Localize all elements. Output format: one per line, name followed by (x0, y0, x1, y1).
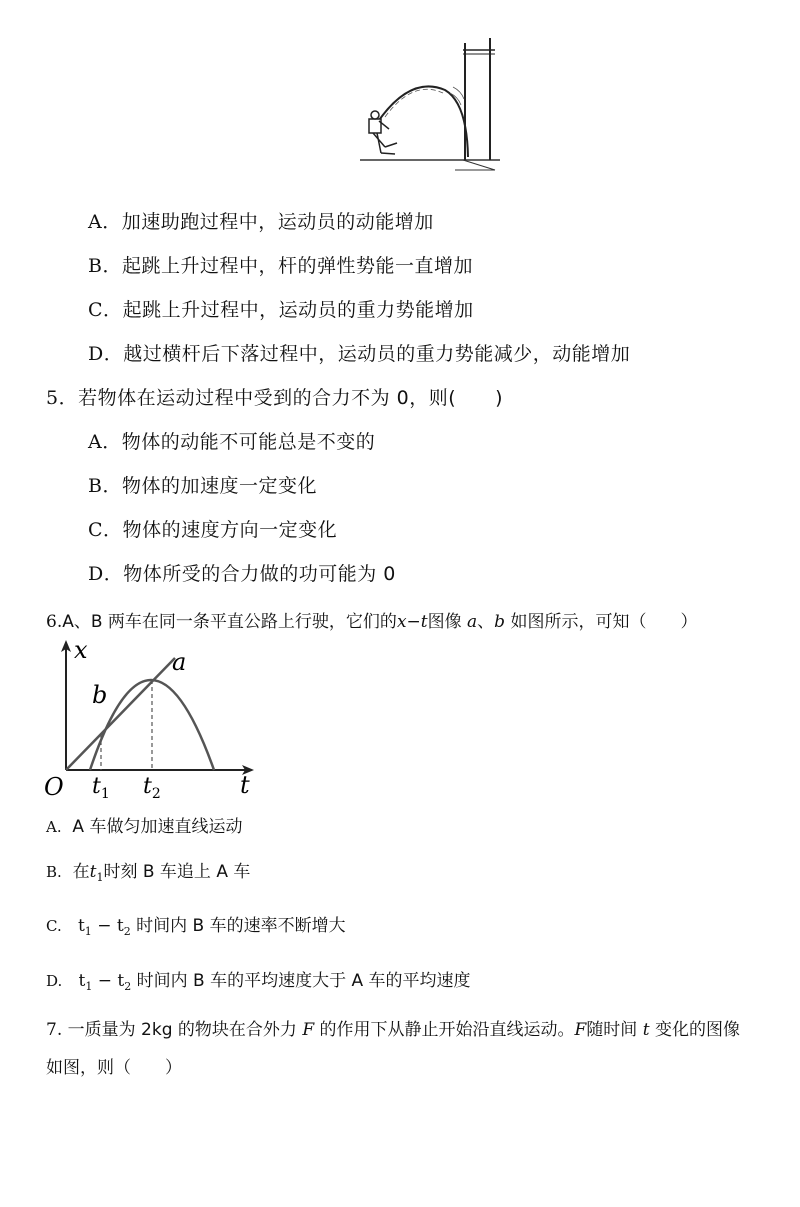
var-t2: t (116, 916, 124, 936)
q5-option-a: A．物体的动能不可能总是不变的 (88, 431, 376, 453)
option-text-post: 时刻 B 车追上 A 车 (103, 862, 251, 882)
option-letter: B (88, 475, 103, 497)
q6-stem (46, 607, 697, 632)
question-text: 若物体在运动过程中受到的合力不为 0，则( ) (78, 387, 504, 409)
question-number: 7. (46, 1020, 63, 1040)
option-text-post: 时间内 B 车的速率不断增大 (136, 916, 346, 936)
x-axis-label: t (240, 771, 250, 799)
q6-option-d (46, 966, 471, 993)
minus-sign: − (406, 612, 421, 632)
option-text-post: 时间内 B 车的平均速度大于 A 车的平均速度 (136, 971, 471, 991)
var-sub: 1 (85, 980, 93, 993)
stem-part: A、B 两车在同一条平直公路上行驶，它们的 (62, 612, 397, 632)
y-axis-label: x (74, 638, 88, 664)
option-letter: D. (46, 972, 63, 990)
var-t1: t (77, 916, 85, 936)
landing-mat-line (463, 160, 495, 170)
var-t2: t (117, 971, 125, 991)
origin-label: O (44, 773, 64, 800)
option-text: 物体所受的合力做的功可能为 0 (123, 563, 396, 585)
q5-option-b: B．物体的加速度一定变化 (88, 475, 317, 497)
option-text: 越过横杆后下落过程中，运动员的重力势能减少，动能增加 (123, 343, 631, 365)
curve-a-label: a (172, 648, 187, 676)
q6-option-c (46, 911, 346, 938)
stem-part: 图像 (427, 612, 462, 632)
q4-option-c: C．起跳上升过程中，运动员的重力势能增加 (88, 299, 474, 321)
q5-option-d: D．物体所受的合力做的功可能为 0 (88, 563, 396, 585)
option-text: 物体的速度方向一定变化 (122, 519, 338, 541)
q5-option-c: C．物体的速度方向一定变化 (88, 519, 338, 541)
curve-b-label: b (92, 681, 108, 709)
t2-tick-label: $t_2$ (143, 774, 161, 800)
minus-sign: − (97, 971, 112, 991)
stem-part: 一质量为 2kg 的物块在合外力 (67, 1020, 297, 1040)
option-text-pre: 在 (72, 862, 90, 882)
option-text: 物体的加速度一定变化 (121, 475, 317, 497)
pole-vault-illustration (355, 35, 505, 175)
q4-option-a: A．加速助跑过程中，运动员的动能增加 (88, 211, 434, 233)
option-text: 起跳上升过程中，运动员的重力势能增加 (122, 299, 474, 321)
stem-part: 随时间 (586, 1020, 638, 1040)
stem-part: 如图所示，可知（ ） (510, 612, 698, 632)
var-sub: 2 (123, 925, 131, 938)
var-F: F (302, 1020, 315, 1040)
option-letter: C. (46, 917, 62, 935)
var-sub: 1 (96, 871, 104, 884)
t1-tick-label: $t_1$ (92, 774, 110, 800)
var-a: a (467, 612, 478, 632)
question-number: 5． (46, 387, 79, 409)
question-number: 6. (46, 612, 63, 632)
stem-sep: 、 (477, 612, 495, 632)
option-letter: B. (46, 863, 62, 881)
stem-part: 如图，则（ ） (46, 1058, 182, 1078)
stem-part: 的作用下从静止开始沿直线运动。 (319, 1020, 575, 1040)
var-t: t (89, 862, 97, 882)
var-t: t (420, 612, 428, 632)
option-letter: A (88, 211, 103, 233)
option-letter: A (88, 431, 103, 453)
var-x: x (396, 612, 407, 632)
option-letter: C (88, 299, 104, 321)
option-text: 起跳上升过程中，杆的弹性势能一直增加 (121, 255, 473, 277)
q7-stem-line1 (46, 1015, 740, 1040)
var-F: F (574, 1020, 587, 1040)
q4-option-d: D．越过横杆后下落过程中，运动员的重力势能减少，动能增加 (88, 343, 631, 365)
option-letter: A. (46, 818, 62, 836)
q7-stem-line2 (46, 1053, 182, 1078)
q6-xt-graph (40, 638, 260, 800)
var-b: b (494, 612, 506, 632)
curve-a-line (66, 658, 175, 770)
option-text: A 车做匀加速直线运动 (72, 817, 243, 837)
option-letter: D (88, 343, 104, 365)
option-letter: D (88, 563, 104, 585)
var-t1: t (78, 971, 86, 991)
motion-lines-3 (453, 87, 464, 99)
bent-pole (377, 86, 468, 157)
option-letter: C (88, 519, 104, 541)
athlete-figure (369, 111, 397, 154)
q4-option-b: B．起跳上升过程中，杆的弹性势能一直增加 (88, 255, 473, 277)
minus-sign: − (97, 916, 112, 936)
q6-option-b (46, 857, 250, 884)
q6-option-a (46, 812, 242, 837)
option-letter: B (88, 255, 103, 277)
var-sub: 2 (124, 980, 132, 993)
var-t: t (642, 1020, 650, 1040)
option-text: 加速助跑过程中，运动员的动能增加 (121, 211, 434, 233)
q5-stem (46, 383, 503, 410)
option-text: 物体的动能不可能总是不变的 (121, 431, 376, 453)
var-sub: 1 (84, 925, 92, 938)
stem-part: 变化的图像 (654, 1020, 740, 1040)
